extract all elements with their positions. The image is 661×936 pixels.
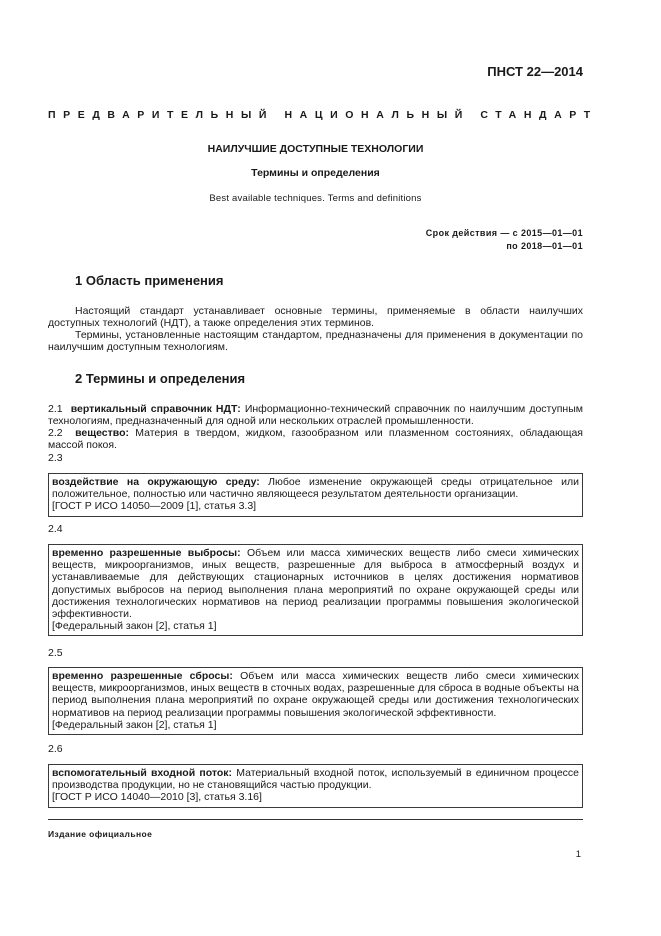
standard-series-title: ПРЕДВАРИТЕЛЬНЫЙ НАЦИОНАЛЬНЫЙ СТАНДАРТ (48, 109, 598, 121)
term-source: [ГОСТ Р ИСО 14040—2010 [3], статья 3.16] (52, 791, 262, 804)
term-2-5-number: 2.5 (48, 647, 63, 659)
section-1-heading: 1 Область применения (75, 273, 224, 288)
term-2-1 (48, 403, 583, 427)
term-definition: Материальный входной поток, используемый в единичном процессе производства продукции, но не становящийся частью продукции. (52, 767, 579, 792)
term-number: 2.2 (48, 427, 63, 439)
term-definition: Объем или масса химических веществ либо смеси химических веществ, микроорганизмов, иных веществ, разрешенные для выброса в атмосферный воздух и устанавливаемые для действующих стационарных источников в целях достижения нормативов допустимых выбросов на период выполнения плана мероприятий по охране окружающей среды или достижения технологических нормативов на период реализации программы повышения экологической эффективности. (52, 547, 580, 621)
term-source: [Федеральный закон [2], статья 1] (52, 718, 217, 731)
term-2-3-box (48, 473, 583, 517)
official-edition-label: Издание официальное (48, 829, 153, 839)
document-title: НАИЛУЧШИЕ ДОСТУПНЫЕ ТЕХНОЛОГИИ (207, 143, 424, 155)
term-2-5-box (48, 667, 583, 735)
term-name: вспомогательный входной поток: (52, 767, 233, 779)
footer-divider (48, 819, 583, 820)
term-2-6-number: 2.6 (48, 743, 63, 755)
term-name: вещество: (75, 427, 130, 439)
term-2-3-number: 2.3 (48, 452, 63, 464)
term-2-4-box (48, 544, 583, 636)
term-number: 2.1 (48, 403, 63, 415)
term-definition: Любое изменение окружающей среды отрицательное или положительное, полностью или частично являющееся результатом деятельности организации. (52, 476, 579, 501)
term-definition: Материя в твердом, жидком, газообразном или плазменном состояниях, обладающая массой покоя. (48, 427, 583, 452)
term-2-2 (48, 427, 583, 451)
term-definition: Информационно-технический справочник по наилучшим доступным технологиям, предназначенный для одной или нескольких отраслей промышленности. (48, 403, 583, 428)
term-name: вертикальный справочник НДТ: (70, 403, 241, 415)
validity-period (426, 227, 583, 253)
document-subtitle: Термины и определения (251, 167, 380, 179)
scope-paragraph-1: Настоящий стандарт устанавливает основные термины, применяемые в области наилучших доступных технологий (НДТ), а также определения этих терминов. (48, 305, 583, 330)
term-2-6-box (48, 764, 583, 808)
scope-paragraph-2: Термины, установленные настоящим стандартом, предназначены для применения в документации по наилучшим доступным технологиям. (48, 329, 583, 354)
section-2-heading: 2 Термины и определения (75, 371, 246, 386)
term-definition: Объем или масса химических веществ либо смеси химических веществ, микроорганизмов, иных веществ в сточных водах, разрешенные для сброса в водные объекты на период выполнения плана мероприятий по охране окружающей среды или достижения технологических нормативов на период реализации программы повышения экологической эффективности. (52, 670, 579, 719)
term-source: [Федеральный закон [2], статья 1] (52, 620, 217, 633)
term-name: временно разрешенные сбросы: (52, 670, 233, 682)
term-name: воздействие на окружающую среду: (52, 476, 260, 488)
validity-start: Срок действия — с 2015—01—01 (425, 228, 583, 238)
english-title: Best available techniques. Terms and definitions (209, 193, 422, 204)
term-source: [ГОСТ Р ИСО 14050—2009 [1], статья 3.3] (52, 500, 257, 513)
term-name: временно разрешенные выбросы: (52, 547, 241, 559)
term-2-4-number: 2.4 (48, 523, 63, 535)
document-number: ПНСТ 22—2014 (487, 64, 583, 79)
page-number: 1 (575, 849, 581, 860)
validity-end: по 2018—01—01 (506, 241, 583, 251)
